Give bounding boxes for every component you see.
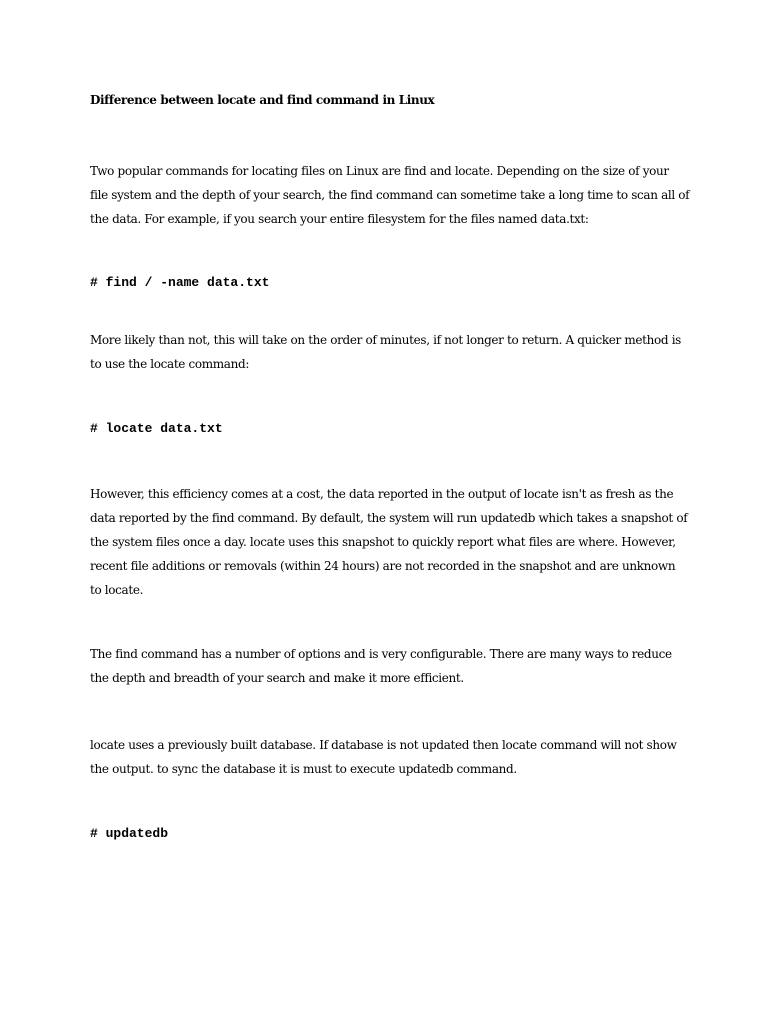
paragraph-locate-database — [90, 733, 700, 781]
document-title: Difference between locate and find command in Linux — [90, 93, 435, 107]
paragraph-line: recent file additions or removals (within 24 hours) are not recorded in the snapshot and are unknown — [90, 559, 676, 573]
paragraph-line: However, this efficiency comes at a cost, the data reported in the output of locate isn't as fresh as the — [90, 487, 674, 501]
paragraph-find-options — [90, 642, 700, 690]
paragraph-line: the system files once a day. locate uses this snapshot to quickly report what files are where. However, — [90, 535, 676, 549]
paragraph-line: to use the locate command: — [90, 357, 250, 371]
paragraph-line: the data. For example, if you search your entire filesystem for the files named data.txt: — [90, 212, 589, 226]
paragraph-line: the depth and breadth of your search and make it more efficient. — [90, 671, 464, 685]
paragraph-efficiency — [90, 482, 700, 602]
command-updatedb: # updatedb — [90, 826, 169, 841]
command-find: # find / -name data.txt — [90, 275, 270, 290]
paragraph-line: to locate. — [90, 583, 144, 597]
paragraph-line: data reported by the find command. By default, the system will run updatedb which takes a snapshot of — [90, 511, 688, 525]
paragraph-line: More likely than not, this will take on the order of minutes, if not longer to return. A quicker method is — [90, 333, 681, 347]
command-locate: # locate data.txt — [90, 421, 223, 436]
paragraph-line: Two popular commands for locating files on Linux are find and locate. Depending on the size of your — [90, 164, 669, 178]
paragraph-intro — [90, 159, 700, 231]
paragraph-line: locate uses a previously built database. If database is not updated then locate command will not show — [90, 738, 677, 752]
paragraph-line: the output. to sync the database it is must to execute updatedb command. — [90, 762, 517, 776]
paragraph-line: file system and the depth of your search, the find command can sometime take a long time to scan all of — [90, 188, 690, 202]
paragraph-find-slow — [90, 328, 700, 376]
paragraph-line: The find command has a number of options and is very configurable. There are many ways to reduce — [90, 647, 672, 661]
